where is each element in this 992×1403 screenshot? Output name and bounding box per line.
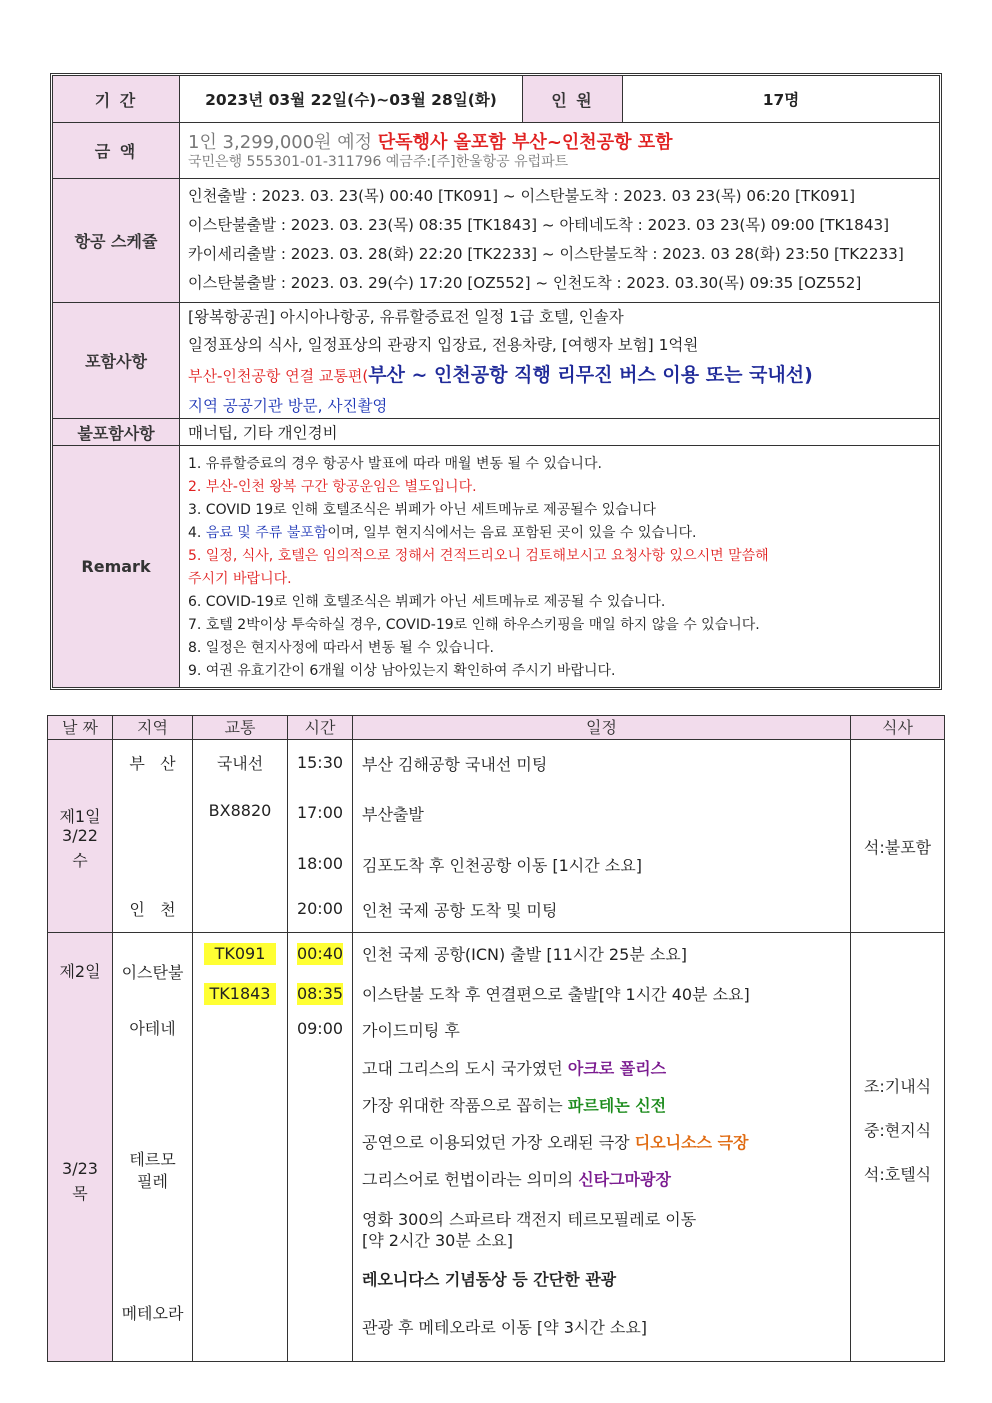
itinerary-item: 부산출발 [362,805,424,824]
header-meal: 식사 [850,715,945,740]
itinerary-item: 공연으로 이용되었던 가장 오래된 극장 [362,1133,635,1152]
tour-info-table [50,73,942,690]
flight-row: 이스탄불출발 : 2023. 03. 29(수) 17:20 [OZ552] ~ 인천도착 : 2023. 03.30(목) 09:35 [OZ552] [188,274,862,292]
itinerary-item: 관광 후 메테오라로 이동 [약 3시간 소요] [362,1318,648,1337]
day2-itinerary-cell [352,932,851,1362]
region-thermopylae: 테르모 [129,1150,176,1169]
include-line: [왕복항공권] 아시아나항공, 유류할증료전 일정 1급 호텔, 인솔자 [188,308,624,326]
bank-info: 국민은행 555301-01-311796 예금주:[주]한울항공 유럽파트 [188,154,569,170]
itinerary-item: 가장 위대한 작품으로 꼽히는 [362,1096,568,1115]
header-date: 날 짜 [47,715,113,740]
include-line: 일정표상의 식사, 일정표상의 관광지 입장료, 전용차량, [여행자 보험] 1억원 [188,336,699,354]
remark-item: 6. COVID-19로 인해 호텔조식은 뷔페가 아닌 세트메뉴로 제공될 수 있습니다. [188,594,666,610]
itinerary-item: 그리스어로 헌법이라는 의미의 [362,1170,579,1189]
sight-dionysus-theatre: 디오니소스 극장 [634,1133,749,1152]
flight-row: 카이세리출발 : 2023. 03. 28(화) 22:20 [TK2233] ~ 이스탄불도착 : 2023. 03 28(화) 23:50 [TK2233] [188,245,904,263]
day1-time-cell [287,739,353,933]
region-incheon: 인 천 [129,900,176,919]
header-region: 지역 [112,715,193,740]
day1-transport-cell [192,739,288,933]
itinerary-item: 고대 그리스의 도시 국가였던 [362,1059,568,1078]
remark-item: 1. 유류할증료의 경우 항공사 발표에 따라 매월 변동 될 수 있습니다. [188,456,602,472]
sight-syntagma: 신타그마광장 [578,1170,671,1189]
flight-row: 인천출발 : 2023. 03. 23(목) 00:40 [TK091] ~ 이스탄불도착 : 2023. 03 23(목) 06:20 [TK091] [188,187,856,205]
itinerary-item: 김포도착 후 인천공항 이동 [1시간 소요] [362,856,642,875]
time-highlight: 08:35 [297,984,344,1003]
region-busan: 부 산 [129,754,176,773]
itinerary-item: 인천 국제 공항 도착 및 미팅 [362,901,558,920]
include-transfer: 부산-인천공항 연결 교통편( [188,367,369,385]
include-line: 지역 공공기관 방문, 사진촬영 [188,397,388,415]
remark-item-highlight: 음료 및 주류 불포함 [205,525,328,541]
day2-day: 제2일 [59,962,101,981]
region-meteora: 메테오라 [121,1304,184,1323]
flight-row: 이스탄불출발 : 2023. 03. 23(목) 08:35 [TK1843] ~ 아테네도착 : 2023. 03 23(목) 09:00 [TK1843] [188,216,890,234]
include-cell [180,303,939,419]
day2-transport-cell [192,932,288,1362]
day1-date: 3/22 [62,826,98,845]
price-cell [180,123,939,179]
day1-itinerary-cell [352,739,851,933]
include-label: 포함사항 [53,303,180,419]
price-label: 금 액 [53,123,180,179]
remark-label: Remark [53,446,180,687]
region-istanbul: 이스탄불 [121,963,184,982]
include-transfer-detail: 부산 ~ 인천공항 직행 리무진 버스 이용 또는 국내선) [368,364,813,386]
day2-date-cell [47,932,113,1362]
remark-item: 8. 일정은 현지사정에 따라서 변동 될 수 있습니다. [188,640,494,656]
flight-schedule-cell [180,179,939,303]
period-value: 2023년 03월 22일(수)~03월 28일(화) [180,76,523,123]
exclude-value: 매너팁, 기타 개인경비 [180,419,939,446]
day1-date-cell [47,739,113,933]
itinerary-item: 영화 300의 스파르타 객전지 테르모필레로 이동 [362,1210,697,1229]
header-transport: 교통 [192,715,288,740]
header-itinerary: 일정 [352,715,851,740]
itinerary-item: 가이드미팅 후 [362,1021,460,1040]
day2-region-cell [112,932,193,1362]
itinerary-item-continued: [약 2시간 30분 소요] [362,1231,514,1250]
time-item: 09:00 [296,1019,344,1038]
time-item: 20:00 [296,899,344,918]
region-thermopylae-2: 필레 [137,1172,168,1191]
day1-region-cell [112,739,193,933]
sight-parthenon: 파르테논 신전 [567,1096,667,1115]
meal-item: 중:현지식 [863,1121,932,1140]
flight-code-highlight: TK091 [204,943,276,965]
exclude-label: 불포함사항 [53,419,180,446]
flight-code-highlight: TK1843 [204,983,276,1005]
region-athens: 아테네 [129,1019,176,1038]
sight-leonidas: 레오니다스 기념동상 등 간단한 관광 [362,1270,617,1289]
remark-item: 3. COVID 19로 인해 호텔조식은 뷔페가 아닌 세트메뉴로 제공될수 있습니다 [188,502,656,518]
remark-item: 7. 호텔 2박이상 투숙하실 경우, COVID-19로 인해 하우스키핑을 매일 하지 않을 수 있습니다. [188,617,760,633]
meal-item: 석:호텔식 [863,1165,932,1184]
transport-item: BX8820 [208,801,272,820]
remark-item: 5. 일정, 식사, 호텔은 임의적으로 정해서 견적드리오니 검토해보시고 요청사항 있으시면 말씀해 [188,548,769,564]
itinerary-item: 부산 김해공항 국내선 미팅 [362,755,548,774]
itinerary-item: 이스탄불 도착 후 연결편으로 출발[약 1시간 40분 소요] [362,985,750,1004]
time-item: 18:00 [296,854,344,873]
itinerary-item: 인천 국제 공항(ICN) 출발 [11시간 25분 소요] [362,945,687,964]
remark-item-continued: 주시기 바랍니다. [188,571,292,587]
remark-item: 2. 부산-인천 왕복 구간 항공운임은 별도입니다. [188,479,477,495]
day1-weekday: 수 [72,851,88,870]
people-label: 인 원 [523,76,623,123]
time-item: 17:00 [296,803,344,822]
day1-meal-cell [850,739,945,933]
remark-item: 9. 여권 유효기간이 6개월 이상 남아있는지 확인하여 주시기 바랍니다. [188,663,616,679]
day2-weekday: 목 [72,1184,88,1203]
remark-item-number: 4. [188,525,206,541]
itinerary-table [47,715,945,1351]
time-item: 15:30 [296,753,344,772]
remark-cell [180,446,939,687]
day2-time-cell [287,932,353,1362]
meal-item: 석:불포함 [863,838,932,857]
header-time: 시간 [287,715,353,740]
flight-schedule-label: 항공 스케쥴 [53,179,180,303]
remark-item: 이며, 일부 현지식에서는 음료 포함된 곳이 있을 수 있습니다. [327,525,697,541]
time-highlight: 00:40 [297,944,344,963]
day1-day: 제1일 [59,807,101,826]
sight-acropolis: 아크로 폴리스 [567,1059,667,1078]
people-value: 17명 [623,76,939,123]
price-amount: 1인 3,299,000원 예정 [188,132,373,153]
price-note: 단독행사 올포함 부산~인천공항 포함 [377,132,673,153]
transport-item: 국내선 [216,754,264,773]
meal-item: 조:기내식 [863,1077,932,1096]
day2-meal-cell [850,932,945,1362]
day2-date: 3/23 [62,1159,98,1178]
period-label: 기 간 [53,76,180,123]
